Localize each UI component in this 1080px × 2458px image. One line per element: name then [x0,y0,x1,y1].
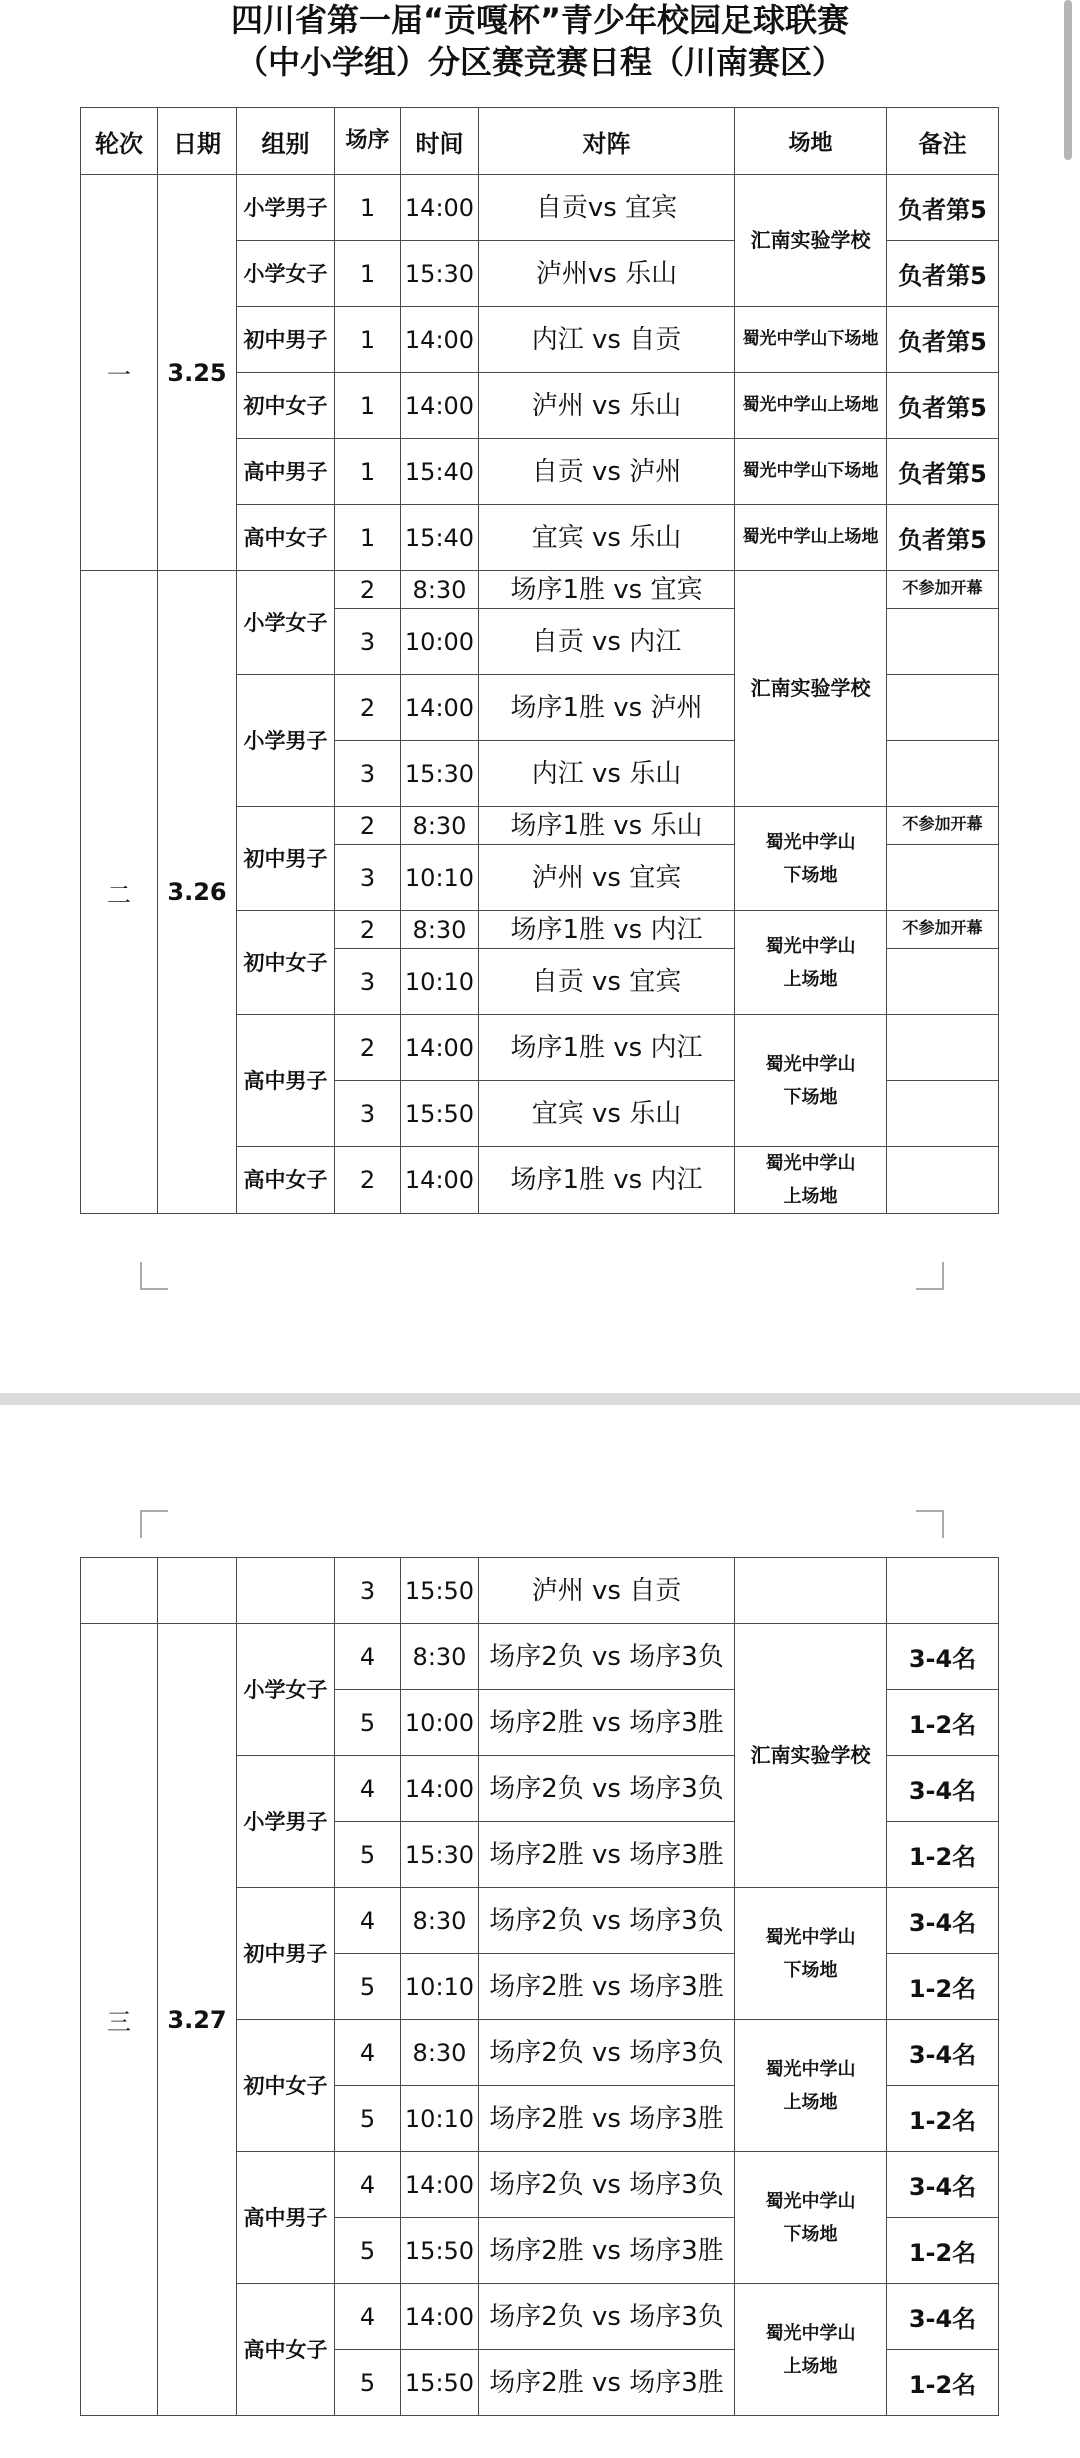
venue-cell: 蜀光中学山上场地 [735,373,887,439]
match-cell: 泸州 vs 宜宾 [479,845,735,911]
table-row [81,175,999,241]
venue-text: 蜀光中学山下场地 [765,1926,856,1981]
time-cell: 15:40 [401,505,479,571]
notes-cell: 1-2名 [887,2218,999,2284]
notes-cell: 负者第5 [887,307,999,373]
notes-cell [887,675,999,741]
time-cell: 15:30 [401,1822,479,1888]
round-cell [81,1558,158,1624]
match-cell: 场序1胜 vs 泸州 [479,675,735,741]
header-date: 日期 [158,108,237,175]
game-number: 1 [335,307,401,373]
game-number: 3 [335,609,401,675]
group-cell: 小学男子 [237,675,335,807]
time-cell: 14:00 [401,2152,479,2218]
game-number: 4 [335,1624,401,1690]
notes-cell: 1-2名 [887,1954,999,2020]
match-cell: 场序2胜 vs 场序3胜 [479,2086,735,2152]
game-number: 2 [335,571,401,609]
match-cell: 场序2胜 vs 场序3胜 [479,2218,735,2284]
time-cell: 14:00 [401,2284,479,2350]
time-cell: 15:50 [401,1081,479,1147]
venue-cell: 汇南实验学校 [735,571,887,807]
page-corner-mark [140,1510,168,1538]
game-number: 2 [335,1015,401,1081]
time-cell: 14:00 [401,1756,479,1822]
game-number: 2 [335,675,401,741]
match-cell: 泸州 vs 乐山 [479,373,735,439]
notes-cell: 3-4名 [887,2284,999,2350]
game-number: 2 [335,807,401,845]
game-number: 3 [335,949,401,1015]
group-cell: 小学男子 [237,1756,335,1888]
group-cell: 初中男子 [237,807,335,911]
document-title-line2: （中小学组）分区赛竞赛日程（川南赛区） [235,43,844,81]
time-cell: 15:40 [401,439,479,505]
venue-cell: 蜀光中学山上场地 [735,505,887,571]
date-cell: 3.27 [158,1624,237,2416]
venue-cell [735,1888,887,2020]
notes-cell: 3-4名 [887,2152,999,2218]
group-cell: 初中男子 [237,1888,335,2020]
venue-cell [735,1015,887,1147]
venue-cell [735,2020,887,2152]
date-cell [158,1558,237,1624]
venue-text: 蜀光中学山下场地 [765,1053,856,1108]
notes-cell [887,845,999,911]
time-cell: 14:00 [401,1147,479,1214]
game-number: 1 [335,439,401,505]
page-corner-mark [916,1262,944,1290]
round-cell: 二 [81,571,158,1214]
notes-cell: 3-4名 [887,1756,999,1822]
group-cell: 初中女子 [237,373,335,439]
match-cell: 场序2负 vs 场序3负 [479,1756,735,1822]
notes-cell [887,1147,999,1214]
game-number: 5 [335,2086,401,2152]
time-cell: 15:30 [401,241,479,307]
notes-cell: 3-4名 [887,2020,999,2086]
notes-cell: 不参加开幕 [887,911,999,949]
group-cell: 初中女子 [237,2020,335,2152]
time-cell: 15:30 [401,741,479,807]
header-row [81,108,999,175]
group-cell: 高中男子 [237,1015,335,1147]
match-cell: 场序2负 vs 场序3负 [479,2020,735,2086]
notes-cell: 负者第5 [887,439,999,505]
match-cell: 泸州vs 乐山 [479,241,735,307]
match-cell: 场序2胜 vs 场序3胜 [479,1822,735,1888]
group-cell: 高中男子 [237,439,335,505]
time-cell: 10:10 [401,2086,479,2152]
venue-text: 蜀光中学山下场地 [765,831,856,886]
group-cell: 初中女子 [237,911,335,1015]
group-cell [237,1558,335,1624]
match-cell: 内江 vs 乐山 [479,741,735,807]
group-cell: 高中女子 [237,1147,335,1214]
notes-cell: 不参加开幕 [887,807,999,845]
table-row [81,1624,999,1690]
header-time: 时间 [401,108,479,175]
venue-cell [735,807,887,911]
time-cell: 10:10 [401,949,479,1015]
game-number: 4 [335,2020,401,2086]
match-cell: 泸州 vs 自贡 [479,1558,735,1624]
table-row [81,1558,999,1624]
schedule-table-page1 [80,107,999,1214]
notes-cell: 不参加开幕 [887,571,999,609]
group-cell: 小学女子 [237,571,335,675]
game-number: 5 [335,1822,401,1888]
time-cell: 14:00 [401,1015,479,1081]
game-number: 5 [335,2218,401,2284]
notes-cell: 1-2名 [887,2350,999,2416]
game-number: 5 [335,1954,401,2020]
time-cell: 8:30 [401,1888,479,1954]
match-cell: 自贡 vs 泸州 [479,439,735,505]
game-number: 5 [335,1690,401,1756]
game-number: 1 [335,175,401,241]
time-cell: 8:30 [401,911,479,949]
time-cell: 10:00 [401,1690,479,1756]
match-cell: 场序1胜 vs 乐山 [479,807,735,845]
time-cell: 8:30 [401,2020,479,2086]
notes-cell: 负者第5 [887,373,999,439]
time-cell: 14:00 [401,675,479,741]
game-number: 1 [335,505,401,571]
venue-text: 蜀光中学山上场地 [765,935,856,990]
header-match: 对阵 [479,108,735,175]
time-cell: 10:00 [401,609,479,675]
header-notes: 备注 [887,108,999,175]
notes-cell [887,741,999,807]
notes-cell: 负者第5 [887,241,999,307]
venue-cell [735,911,887,1015]
group-cell: 小学女子 [237,241,335,307]
date-cell: 3.26 [158,571,237,1214]
venue-cell [735,1558,887,1624]
game-number: 4 [335,2152,401,2218]
notes-cell: 1-2名 [887,1822,999,1888]
venue-cell: 汇南实验学校 [735,1624,887,1888]
venue-cell: 蜀光中学山下场地 [735,439,887,505]
date-cell: 3.25 [158,175,237,571]
match-cell: 场序2负 vs 场序3负 [479,1624,735,1690]
header-game: 场序 [335,108,401,175]
venue-text: 蜀光中学山上场地 [765,2058,856,2113]
time-cell: 14:00 [401,307,479,373]
header-venue: 场地 [735,108,887,175]
group-cell: 高中女子 [237,505,335,571]
scrollbar-thumb[interactable] [1064,0,1072,160]
notes-cell: 负者第5 [887,505,999,571]
notes-cell: 负者第5 [887,175,999,241]
time-cell: 10:10 [401,1954,479,2020]
match-cell: 自贡 vs 内江 [479,609,735,675]
match-cell: 场序2负 vs 场序3负 [479,2284,735,2350]
match-cell: 场序1胜 vs 宜宾 [479,571,735,609]
venue-cell: 汇南实验学校 [735,175,887,307]
match-cell: 场序2负 vs 场序3负 [479,1888,735,1954]
notes-cell [887,1081,999,1147]
game-number: 2 [335,1147,401,1214]
time-cell: 14:00 [401,373,479,439]
time-cell: 8:30 [401,807,479,845]
group-cell: 高中男子 [237,2152,335,2284]
notes-cell [887,1015,999,1081]
page-corner-mark [140,1262,168,1290]
schedule-table-page2 [80,1557,999,2416]
time-cell: 8:30 [401,571,479,609]
time-cell: 8:30 [401,1624,479,1690]
game-number: 4 [335,2284,401,2350]
group-cell: 高中女子 [237,2284,335,2416]
venue-cell: 蜀光中学山下场地 [735,307,887,373]
match-cell: 自贡 vs 宜宾 [479,949,735,1015]
table-row [81,571,999,609]
match-cell: 场序2负 vs 场序3负 [479,2152,735,2218]
match-cell: 内江 vs 自贡 [479,307,735,373]
game-number: 4 [335,1888,401,1954]
notes-cell: 1-2名 [887,2086,999,2152]
game-number: 3 [335,741,401,807]
game-number: 3 [335,845,401,911]
group-cell: 初中男子 [237,307,335,373]
match-cell: 场序2胜 vs 场序3胜 [479,1690,735,1756]
game-number: 5 [335,2350,401,2416]
time-cell: 10:10 [401,845,479,911]
game-number: 1 [335,241,401,307]
match-cell: 宜宾 vs 乐山 [479,505,735,571]
round-cell: 三 [81,1624,158,2416]
game-number: 4 [335,1756,401,1822]
game-number: 3 [335,1558,401,1624]
match-cell: 宜宾 vs 乐山 [479,1081,735,1147]
group-cell: 小学女子 [237,1624,335,1756]
notes-cell [887,609,999,675]
round-cell: 一 [81,175,158,571]
venue-text: 蜀光中学山下场地 [765,2190,856,2245]
notes-cell [887,1558,999,1624]
match-cell: 场序1胜 vs 内江 [479,911,735,949]
time-cell: 15:50 [401,2218,479,2284]
venue-cell [735,2284,887,2416]
time-cell: 15:50 [401,1558,479,1624]
notes-cell: 1-2名 [887,1690,999,1756]
notes-cell: 3-4名 [887,1888,999,1954]
group-cell: 小学男子 [237,175,335,241]
venue-cell [735,1147,887,1214]
venue-text: 蜀光中学山上场地 [765,1153,856,1207]
venue-text: 蜀光中学山上场地 [765,2322,856,2377]
header-round: 轮次 [81,108,158,175]
notes-cell [887,949,999,1015]
header-group: 组别 [237,108,335,175]
page-corner-mark [916,1510,944,1538]
notes-cell: 3-4名 [887,1624,999,1690]
game-number: 2 [335,911,401,949]
time-cell: 14:00 [401,175,479,241]
match-cell: 自贡vs 宜宾 [479,175,735,241]
match-cell: 场序1胜 vs 内江 [479,1147,735,1214]
match-cell: 场序2胜 vs 场序3胜 [479,1954,735,2020]
match-cell: 场序1胜 vs 内江 [479,1015,735,1081]
time-cell: 15:50 [401,2350,479,2416]
page-divider [0,1393,1080,1405]
document-title-line1: 四川省第一届“贡嘎杯”青少年校园足球联赛 [230,1,850,39]
venue-cell [735,2152,887,2284]
game-number: 1 [335,373,401,439]
match-cell: 场序2胜 vs 场序3胜 [479,2350,735,2416]
game-number: 3 [335,1081,401,1147]
